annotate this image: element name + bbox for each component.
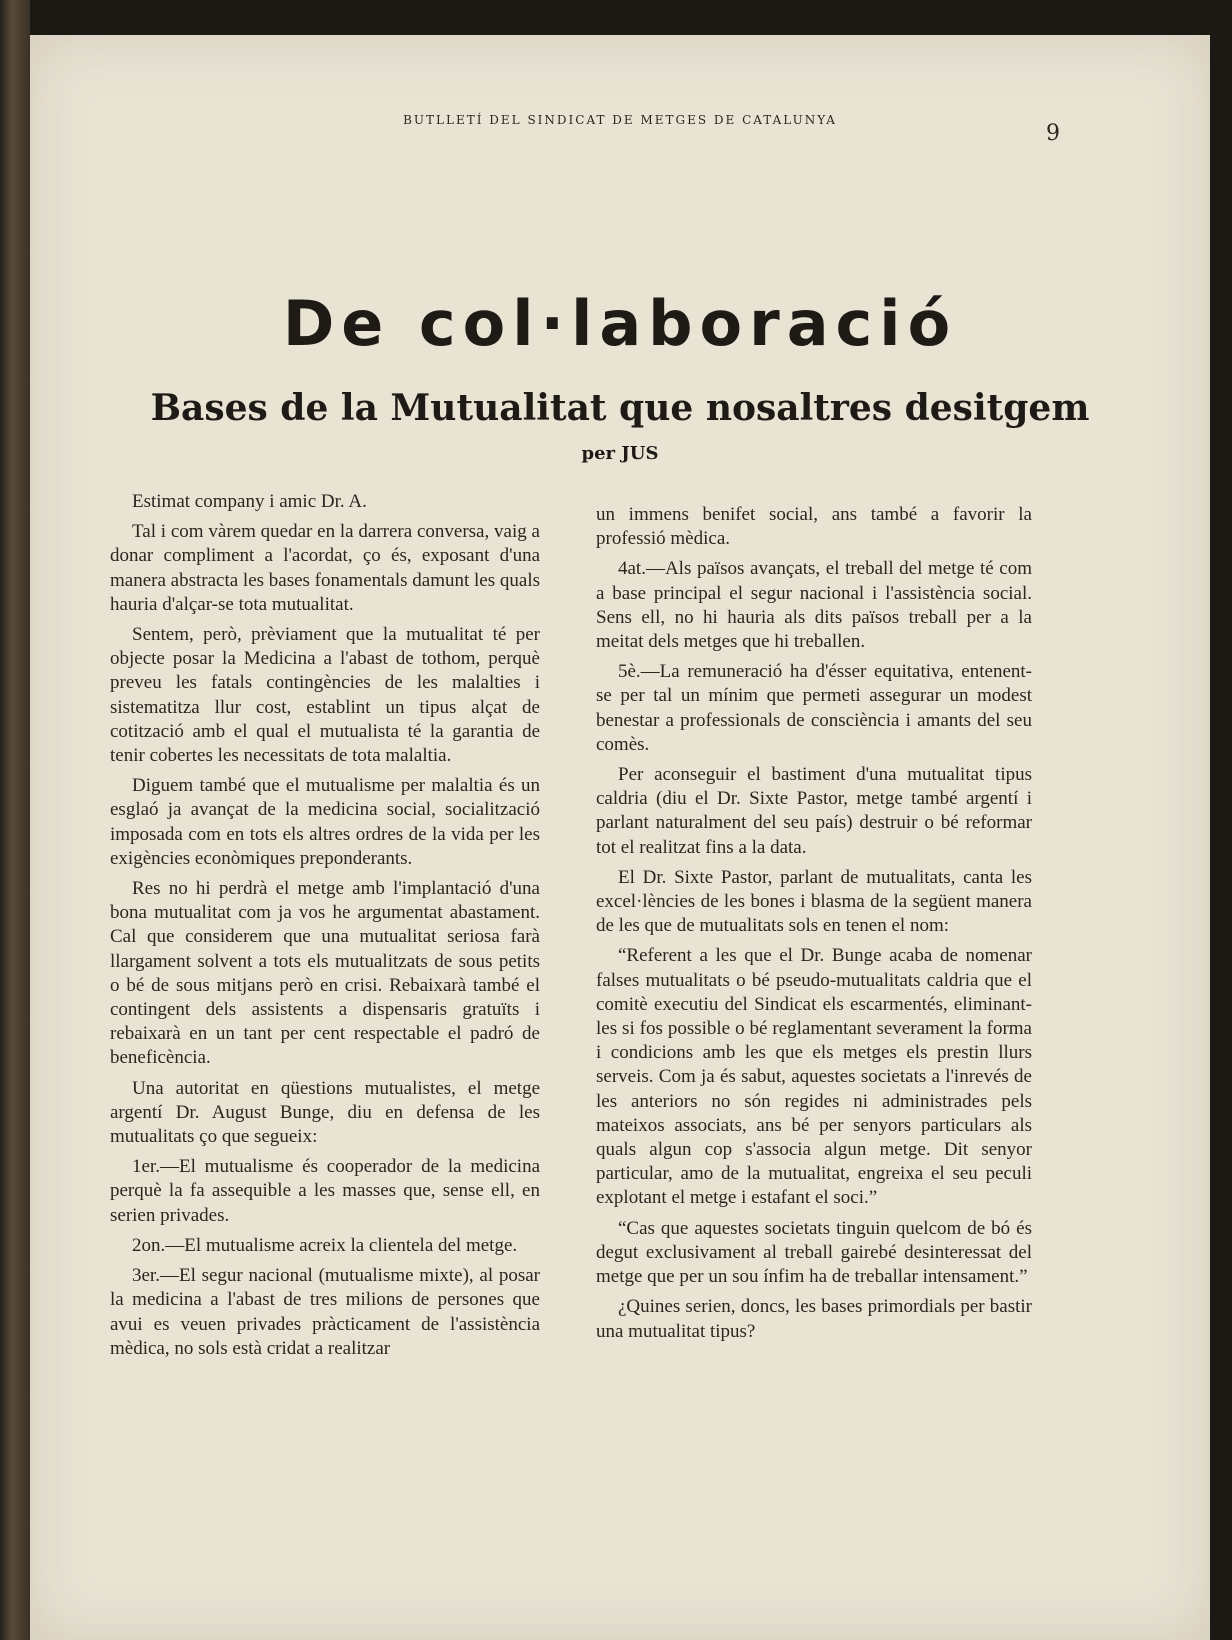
paragraph: 3er.—El segur nacional (mutualisme mixte), al posar la medicina a l'abast de tres milions de persones que avui es veuen privades pràcticament de l'assistència mèdica, no sols està cridat a realitzar — [110, 1265, 540, 1359]
paragraph: un immens benifet social, ans també a favorir la professió mèdica. — [596, 504, 1032, 550]
paragraph: 2on.—El mutualisme acreix la clientela del metge. — [132, 1234, 518, 1256]
right-column — [596, 503, 1032, 1350]
page-number: 9 — [1046, 121, 1060, 146]
paragraph: Tal i com vàrem quedar en la darrera conversa, vaig a donar compliment a l'acordat, ço és, exposant d'una manera abstracta les bases fonamentals damunt les quals hauria d'alçar-se tota mutualitat. — [110, 521, 540, 615]
paragraph: Una autoritat en qüestions mutualistes, el metge argentí Dr. August Bunge, diu en defensa de les mutualitats ço que segueix: — [110, 1077, 540, 1148]
paragraph: Res no hi perdrà el metge amb l'implantació d'una bona mutualitat com ja vos he argumentat abastament. Cal que considerem que una mutualitat seriosa farà llargament solvent a tots els mutualitzats de sous petits o bé de sous mitjans però en crisi. Rebaixarà també el contingent dels assistents a dispensaris gratuïts i rebaixarà en un tant per cent respectable el padró de beneficència. — [110, 878, 540, 1069]
paragraph: Estimat company i amic Dr. A. — [132, 491, 367, 512]
article-title: Bases de la Mutualitat que nosaltres desitgem — [150, 387, 1090, 429]
paragraph: 1er.—El mutualisme és cooperador de la medicina perquè la fa assequible a les masses que, sense ell, en serien privades. — [110, 1156, 540, 1226]
paragraph: “Referent a les que el Dr. Bunge acaba de nomenar falses mutualitats o bé pseudo-mutualitats caldria que el comitè executiu del Sindicat els escarmentés, eliminant-les si fos possible o bé reglamentant severament la forma i condicions amb les que els metges els prestin llurs serveis. Com ja és sabut, aquestes societats a l'inrevés de les anteriors no són regides ni administrades pels mateixos associats, ans bé per senyors particulars als quals algun cop s'associa algun metge. Dit senyor particular, amo de la mutualitat, engreixa el seu peculi explotant el metge i estafant el soci.” — [596, 945, 1032, 1209]
paragraph: Per aconseguir el bastiment d'una mutualitat tipus caldria (diu el Dr. Sixte Pastor, metge també argentí i parlant naturalment del seu país) destruir o bé reformar tot el realitzat fins a la data. — [596, 764, 1032, 858]
section-title: De col·laboració — [282, 287, 958, 360]
paragraph: Sentem, però, prèviament que la mutualitat té per objecte posar la Medicina a l'abast de tothom, perquè preveu les fatals contingències de les malalties i sistematitza llur cost, establint un tipus alçat de cotització amb el qual el mutualista té la garantia de tenir cobertes les necessitats de tota malaltia. — [110, 624, 540, 767]
paragraph: ¿Quines serien, doncs, les bases primordials per bastir una mutualitat tipus? — [596, 1296, 1032, 1342]
paragraph: Diguem també que el mutualisme per malaltia és un esglaó ja avançat de la medicina social, socialització imposada com en tots els altres ordres de la vida per les exigències econòmiques preponderants. — [110, 775, 540, 869]
left-column — [110, 490, 540, 1367]
document-page — [30, 35, 1210, 1640]
paragraph: “Cas que aquestes societats tinguin quelcom de bó és degut exclusivament al treball gairebé desinteressat del metge que per un sou ínfim ha de treballar intensament.” — [596, 1217, 1032, 1288]
paragraph: 5è.—La remuneració ha d'ésser equitativa, entenent-se per tal un mínim que permeti assegurar un modest benestar a professionals de consciència i amants del seu comès. — [596, 661, 1032, 755]
running-head: BUTLLETÍ DEL SINDICAT DE METGES DE CATALUNYA — [403, 113, 837, 127]
book-spine-edge — [0, 0, 30, 1640]
paragraph: 4at.—Als països avançats, el treball del metge té com a base principal el segur nacional i l'assistència social. Sens ell, no hi hauria als dits països treball per a la meitat dels metges que hi treballen. — [596, 558, 1032, 653]
byline: per JUS — [581, 443, 659, 464]
paragraph: El Dr. Sixte Pastor, parlant de mutualitats, canta les excel·lències de les bones i blasma de la següent manera de les que de mutualitats sols en tenen el nom: — [596, 866, 1032, 937]
